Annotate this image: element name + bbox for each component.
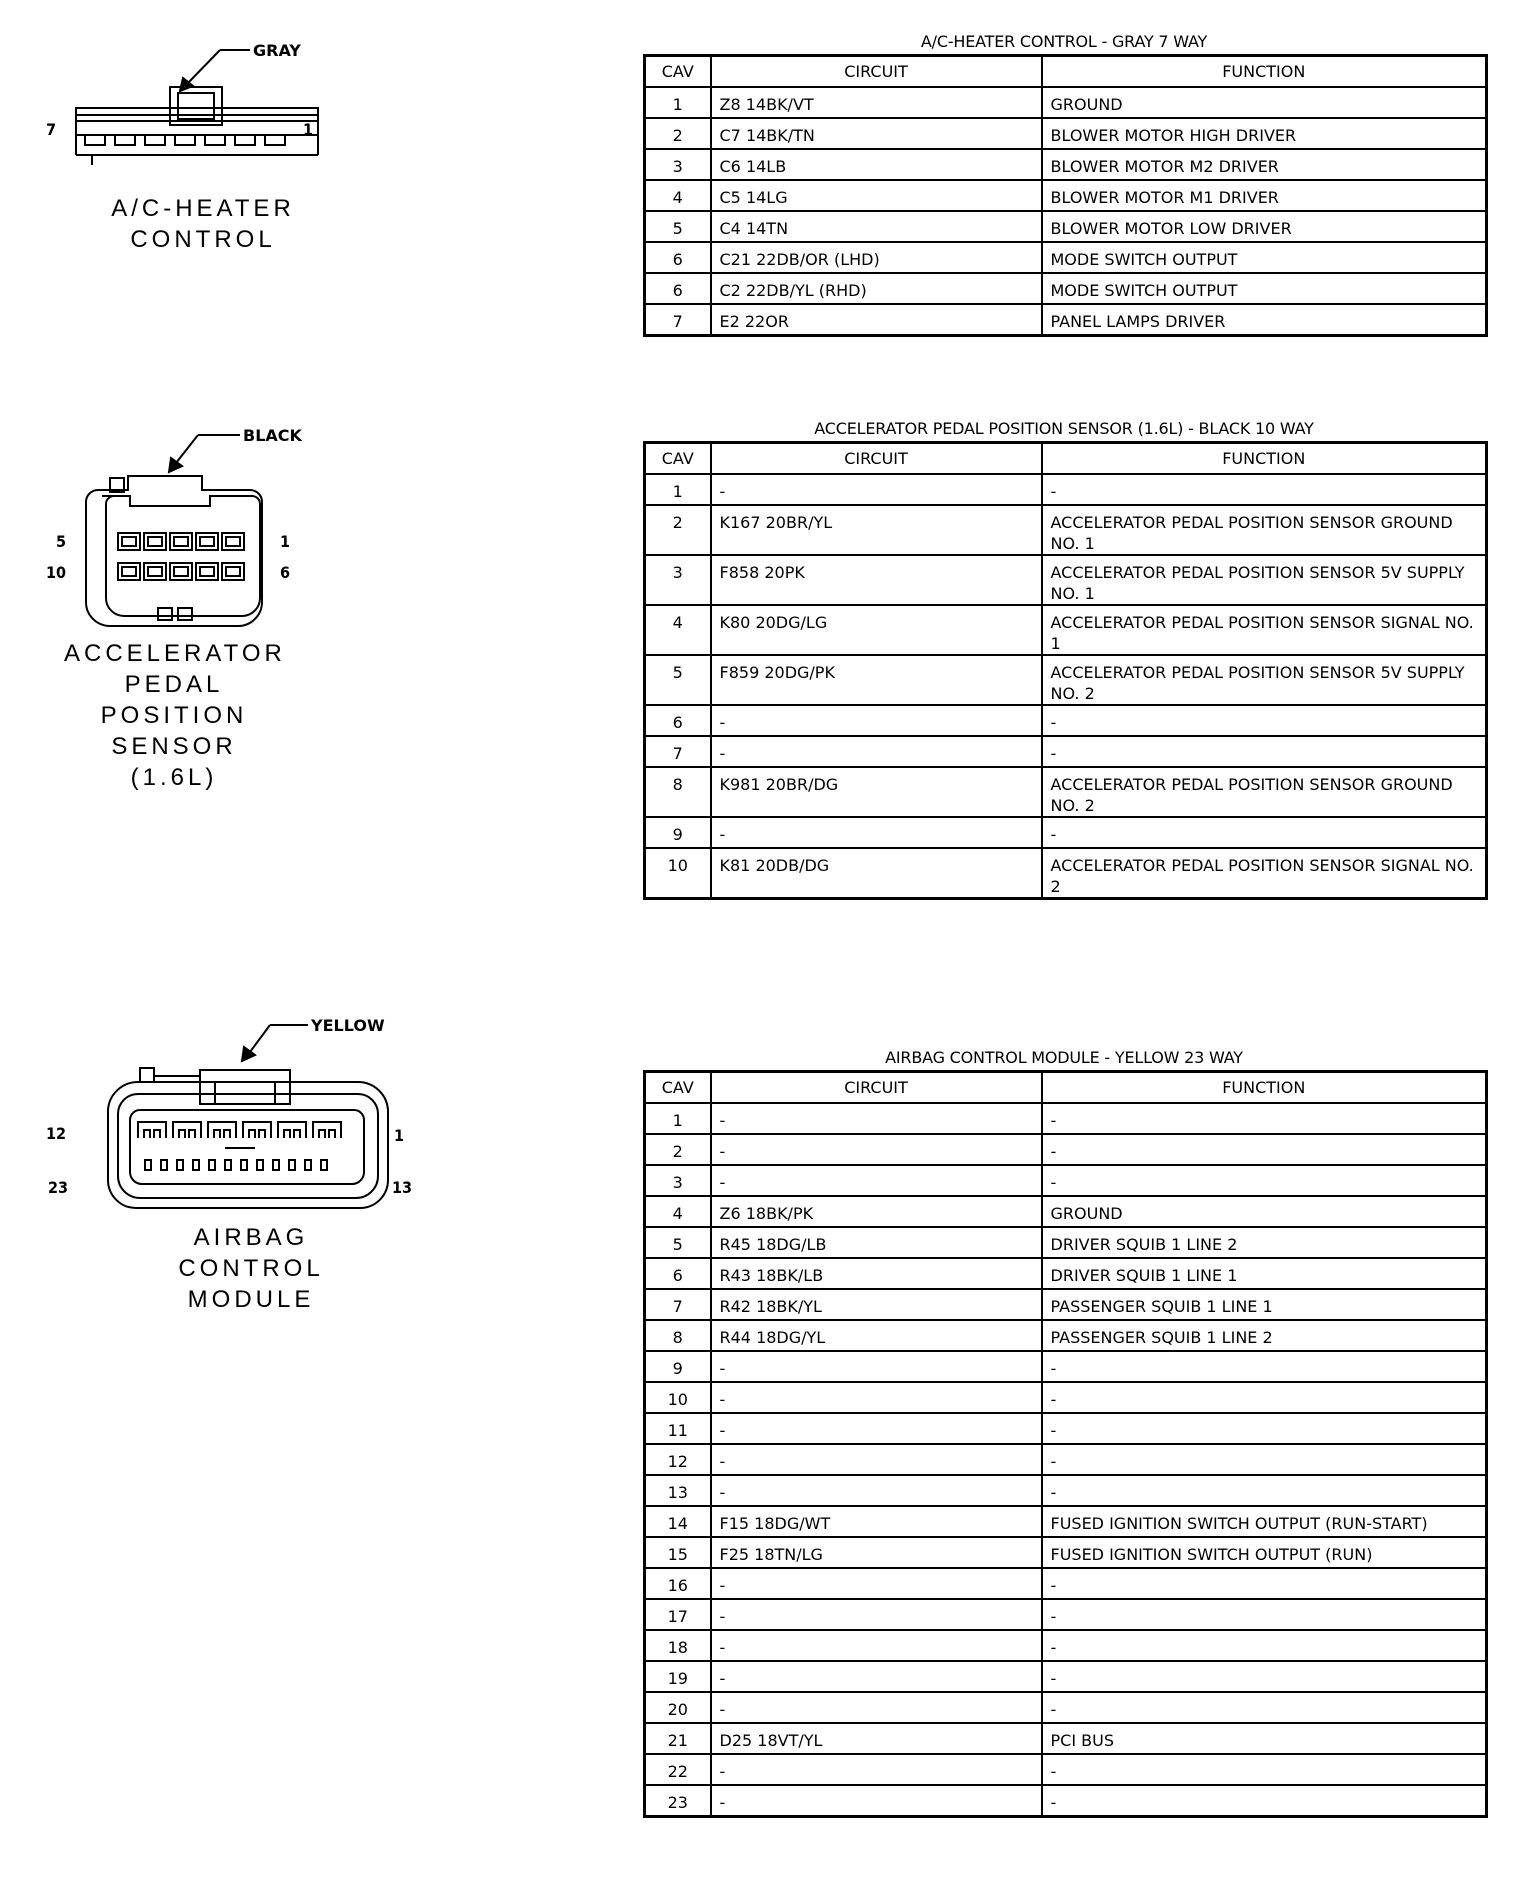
function-cell: - xyxy=(1042,1599,1487,1630)
circuit-cell: R45 18DG/LB xyxy=(711,1227,1042,1258)
function-cell: ACCELERATOR PEDAL POSITION SENSOR 5V SUPPLY NO. 1 xyxy=(1042,555,1487,605)
airbag-table-title: AIRBAG CONTROL MODULE - YELLOW 23 WAY xyxy=(885,1048,1243,1067)
cav-cell: 3 xyxy=(645,555,711,605)
function-cell: - xyxy=(1042,1661,1487,1692)
app-sensor-connector-diagram xyxy=(40,420,340,800)
app-sensor-color-callout: BLACK xyxy=(243,426,302,445)
cav-cell: 1 xyxy=(645,87,711,118)
table-row xyxy=(645,1227,1487,1258)
app-sensor-connector-name xyxy=(64,638,284,793)
function-cell: GROUND xyxy=(1042,87,1487,118)
table-row xyxy=(645,1723,1487,1754)
table-row xyxy=(645,1568,1487,1599)
circuit-cell: - xyxy=(711,1754,1042,1785)
function-cell: BLOWER MOTOR M1 DRIVER xyxy=(1042,180,1487,211)
table-row xyxy=(645,304,1487,335)
function-cell: BLOWER MOTOR HIGH DRIVER xyxy=(1042,118,1487,149)
table-row xyxy=(645,1444,1487,1475)
circuit-cell: - xyxy=(711,1382,1042,1413)
circuit-cell: F858 20PK xyxy=(711,555,1042,605)
function-cell: - xyxy=(1042,1630,1487,1661)
circuit-cell: C6 14LB xyxy=(711,149,1042,180)
circuit-cell: - xyxy=(711,736,1042,767)
circuit-cell: C7 14BK/TN xyxy=(711,118,1042,149)
table-row xyxy=(645,555,1487,605)
cav-cell: 7 xyxy=(645,1289,711,1320)
cav-cell: 1 xyxy=(645,1103,711,1134)
function-cell: - xyxy=(1042,1103,1487,1134)
table-row xyxy=(645,817,1487,848)
circuit-cell: - xyxy=(711,1165,1042,1196)
function-cell: - xyxy=(1042,736,1487,767)
cav-cell: 23 xyxy=(645,1785,711,1816)
circuit-cell: K80 20DG/LG xyxy=(711,605,1042,655)
ac-heater-connector-diagram xyxy=(40,35,340,265)
function-cell: - xyxy=(1042,1692,1487,1723)
circuit-cell: F859 20DG/PK xyxy=(711,655,1042,705)
table-row xyxy=(645,474,1487,505)
airbag-connector-diagram xyxy=(40,1010,420,1340)
cav-cell: 7 xyxy=(645,304,711,335)
function-cell: - xyxy=(1042,474,1487,505)
function-cell: - xyxy=(1042,1754,1487,1785)
function-cell: - xyxy=(1042,1382,1487,1413)
circuit-cell: - xyxy=(711,1599,1042,1630)
function-cell: BLOWER MOTOR LOW DRIVER xyxy=(1042,211,1487,242)
circuit-cell: - xyxy=(711,1475,1042,1506)
table-row xyxy=(645,1196,1487,1227)
airbag-pin-top-right: 1 xyxy=(394,1126,405,1145)
table-row xyxy=(645,505,1487,555)
cav-cell: 3 xyxy=(645,1165,711,1196)
cav-cell: 6 xyxy=(645,1258,711,1289)
table-row xyxy=(645,1661,1487,1692)
ac-heater-table-title: A/C-HEATER CONTROL - GRAY 7 WAY xyxy=(920,32,1208,51)
app-sensor-table-block xyxy=(643,417,1485,900)
cav-cell: 6 xyxy=(645,242,711,273)
function-cell: MODE SWITCH OUTPUT xyxy=(1042,273,1487,304)
cav-cell: 9 xyxy=(645,1351,711,1382)
table-row xyxy=(645,655,1487,705)
table-row xyxy=(645,1320,1487,1351)
function-cell: - xyxy=(1042,1785,1487,1816)
function-cell: FUSED IGNITION SWITCH OUTPUT (RUN-START) xyxy=(1042,1506,1487,1537)
connector-name-line: AIRBAG xyxy=(193,1224,309,1251)
circuit-cell: K981 20BR/DG xyxy=(711,767,1042,817)
table-row xyxy=(645,118,1487,149)
function-cell: ACCELERATOR PEDAL POSITION SENSOR GROUND NO. 2 xyxy=(1042,767,1487,817)
table-row xyxy=(645,273,1487,304)
connector-name-line: A/C-HEATER xyxy=(111,195,295,222)
cav-cell: 21 xyxy=(645,1723,711,1754)
table-row xyxy=(645,1785,1487,1816)
airbag-pinout-table xyxy=(643,1070,1488,1818)
cav-cell: 10 xyxy=(645,1382,711,1413)
table-row xyxy=(645,1382,1487,1413)
cav-cell: 6 xyxy=(645,705,711,736)
cav-cell: 2 xyxy=(645,505,711,555)
circuit-cell: - xyxy=(711,1134,1042,1165)
circuit-cell: C4 14TN xyxy=(711,211,1042,242)
function-cell: ACCELERATOR PEDAL POSITION SENSOR GROUND NO. 1 xyxy=(1042,505,1487,555)
table-row xyxy=(645,1754,1487,1785)
function-cell: - xyxy=(1042,1444,1487,1475)
circuit-cell: C2 22DB/YL (RHD) xyxy=(711,273,1042,304)
table-row xyxy=(645,736,1487,767)
header-function: FUNCTION xyxy=(1042,443,1487,475)
function-cell: - xyxy=(1042,1134,1487,1165)
app-sensor-pinout-table xyxy=(643,441,1488,900)
function-cell: MODE SWITCH OUTPUT xyxy=(1042,242,1487,273)
circuit-cell: - xyxy=(711,1785,1042,1816)
cav-cell: 20 xyxy=(645,1692,711,1723)
airbag-pin-top-left: 12 xyxy=(46,1124,67,1143)
table-row xyxy=(645,87,1487,118)
circuit-cell: R43 18BK/LB xyxy=(711,1258,1042,1289)
cav-cell: 4 xyxy=(645,180,711,211)
header-cav: CAV xyxy=(645,443,711,475)
connector-name-line: MODULE xyxy=(187,1286,315,1313)
cav-cell: 3 xyxy=(645,149,711,180)
table-row xyxy=(645,1165,1487,1196)
function-cell: - xyxy=(1042,1475,1487,1506)
header-function: FUNCTION xyxy=(1042,1072,1487,1104)
cav-cell: 2 xyxy=(645,1134,711,1165)
table-row xyxy=(645,1134,1487,1165)
connector-name-line: SENSOR xyxy=(111,733,237,760)
header-circuit: CIRCUIT xyxy=(711,56,1042,88)
circuit-cell: Z8 14BK/VT xyxy=(711,87,1042,118)
cav-cell: 8 xyxy=(645,767,711,817)
ac-heater-table-block xyxy=(643,30,1485,337)
table-row xyxy=(645,1351,1487,1382)
cav-cell: 4 xyxy=(645,1196,711,1227)
airbag-color-callout: YELLOW xyxy=(311,1016,385,1035)
header-cav: CAV xyxy=(645,56,711,88)
circuit-cell: F25 18TN/LG xyxy=(711,1537,1042,1568)
circuit-cell: F15 18DG/WT xyxy=(711,1506,1042,1537)
function-cell: - xyxy=(1042,1413,1487,1444)
function-cell: - xyxy=(1042,1568,1487,1599)
circuit-cell: - xyxy=(711,1661,1042,1692)
function-cell: GROUND xyxy=(1042,1196,1487,1227)
table-row xyxy=(645,211,1487,242)
circuit-cell: R44 18DG/YL xyxy=(711,1320,1042,1351)
ac-heater-connector-name xyxy=(98,193,308,255)
function-cell: - xyxy=(1042,1351,1487,1382)
table-row xyxy=(645,1692,1487,1723)
airbag-connector-name xyxy=(156,1222,346,1315)
cav-cell: 5 xyxy=(645,211,711,242)
circuit-cell: C5 14LG xyxy=(711,180,1042,211)
function-cell: ACCELERATOR PEDAL POSITION SENSOR SIGNAL NO. 2 xyxy=(1042,848,1487,899)
table-row xyxy=(645,180,1487,211)
connector-name-line: PEDAL xyxy=(124,671,224,698)
function-cell: DRIVER SQUIB 1 LINE 1 xyxy=(1042,1258,1487,1289)
circuit-cell: E2 22OR xyxy=(711,304,1042,335)
cav-cell: 15 xyxy=(645,1537,711,1568)
app-sensor-connector-drawing xyxy=(40,420,340,620)
cav-cell: 5 xyxy=(645,1227,711,1258)
cav-cell: 14 xyxy=(645,1506,711,1537)
cav-cell: 5 xyxy=(645,655,711,705)
circuit-cell: Z6 18BK/PK xyxy=(711,1196,1042,1227)
table-row xyxy=(645,1258,1487,1289)
ac-heater-pinout-table xyxy=(643,54,1488,337)
cav-cell: 1 xyxy=(645,474,711,505)
circuit-cell: - xyxy=(711,1351,1042,1382)
table-row xyxy=(645,605,1487,655)
connector-name-line: CONTROL xyxy=(130,226,276,253)
cav-cell: 10 xyxy=(645,848,711,899)
function-cell: BLOWER MOTOR M2 DRIVER xyxy=(1042,149,1487,180)
ac-heater-pin-left: 7 xyxy=(46,120,57,139)
table-row xyxy=(645,1289,1487,1320)
function-cell: ACCELERATOR PEDAL POSITION SENSOR 5V SUPPLY NO. 2 xyxy=(1042,655,1487,705)
airbag-pin-bottom-left: 23 xyxy=(48,1178,69,1197)
header-cav: CAV xyxy=(645,1072,711,1104)
circuit-cell: - xyxy=(711,1413,1042,1444)
circuit-cell: K81 20DB/DG xyxy=(711,848,1042,899)
cav-cell: 11 xyxy=(645,1413,711,1444)
cav-cell: 6 xyxy=(645,273,711,304)
cav-cell: 4 xyxy=(645,605,711,655)
cav-cell: 8 xyxy=(645,1320,711,1351)
table-row xyxy=(645,1599,1487,1630)
circuit-cell: - xyxy=(711,1444,1042,1475)
table-row xyxy=(645,848,1487,899)
function-cell: PCI BUS xyxy=(1042,1723,1487,1754)
table-row xyxy=(645,1630,1487,1661)
function-cell: DRIVER SQUIB 1 LINE 2 xyxy=(1042,1227,1487,1258)
cav-cell: 16 xyxy=(645,1568,711,1599)
ac-heater-pin-right: 1 xyxy=(303,120,314,139)
table-row xyxy=(645,1506,1487,1537)
cav-cell: 12 xyxy=(645,1444,711,1475)
airbag-connector-drawing xyxy=(40,1010,420,1210)
header-circuit: CIRCUIT xyxy=(711,1072,1042,1104)
function-cell: FUSED IGNITION SWITCH OUTPUT (RUN) xyxy=(1042,1537,1487,1568)
cav-cell: 17 xyxy=(645,1599,711,1630)
circuit-cell: R42 18BK/YL xyxy=(711,1289,1042,1320)
ac-heater-color-callout: GRAY xyxy=(253,41,301,60)
connector-name-line: CONTROL xyxy=(178,1255,324,1282)
circuit-cell: - xyxy=(711,1692,1042,1723)
circuit-cell: - xyxy=(711,474,1042,505)
function-cell: ACCELERATOR PEDAL POSITION SENSOR SIGNAL NO. 1 xyxy=(1042,605,1487,655)
function-cell: - xyxy=(1042,705,1487,736)
table-row xyxy=(645,767,1487,817)
connector-name-line: (1.6L) xyxy=(130,764,218,791)
function-cell: PASSENGER SQUIB 1 LINE 1 xyxy=(1042,1289,1487,1320)
circuit-cell: - xyxy=(711,1103,1042,1134)
function-cell: - xyxy=(1042,817,1487,848)
table-row xyxy=(645,1413,1487,1444)
app-sensor-table-title: ACCELERATOR PEDAL POSITION SENSOR (1.6L) - BLACK 10 WAY xyxy=(814,419,1314,438)
table-row xyxy=(645,242,1487,273)
connector-name-line: ACCELERATOR xyxy=(64,640,286,667)
function-cell: - xyxy=(1042,1165,1487,1196)
header-function: FUNCTION xyxy=(1042,56,1487,88)
cav-cell: 7 xyxy=(645,736,711,767)
app-sensor-pin-bottom-left: 10 xyxy=(46,563,67,582)
circuit-cell: - xyxy=(711,705,1042,736)
app-sensor-pin-bottom-right: 6 xyxy=(280,563,291,582)
circuit-cell: - xyxy=(711,817,1042,848)
circuit-cell: - xyxy=(711,1568,1042,1599)
header-circuit: CIRCUIT xyxy=(711,443,1042,475)
cav-cell: 18 xyxy=(645,1630,711,1661)
table-row xyxy=(645,705,1487,736)
table-row xyxy=(645,1537,1487,1568)
app-sensor-pin-top-left: 5 xyxy=(56,532,67,551)
app-sensor-pin-top-right: 1 xyxy=(280,532,291,551)
cav-cell: 19 xyxy=(645,1661,711,1692)
airbag-table-block xyxy=(643,1046,1485,1818)
cav-cell: 2 xyxy=(645,118,711,149)
function-cell: PASSENGER SQUIB 1 LINE 2 xyxy=(1042,1320,1487,1351)
function-cell: PANEL LAMPS DRIVER xyxy=(1042,304,1487,335)
cav-cell: 13 xyxy=(645,1475,711,1506)
circuit-cell: D25 18VT/YL xyxy=(711,1723,1042,1754)
table-row xyxy=(645,1475,1487,1506)
table-row xyxy=(645,1103,1487,1134)
table-row xyxy=(645,149,1487,180)
circuit-cell: - xyxy=(711,1630,1042,1661)
cav-cell: 9 xyxy=(645,817,711,848)
circuit-cell: K167 20BR/YL xyxy=(711,505,1042,555)
connector-name-line: POSITION xyxy=(100,702,248,729)
airbag-pin-bottom-right: 13 xyxy=(392,1178,413,1197)
cav-cell: 22 xyxy=(645,1754,711,1785)
circuit-cell: C21 22DB/OR (LHD) xyxy=(711,242,1042,273)
